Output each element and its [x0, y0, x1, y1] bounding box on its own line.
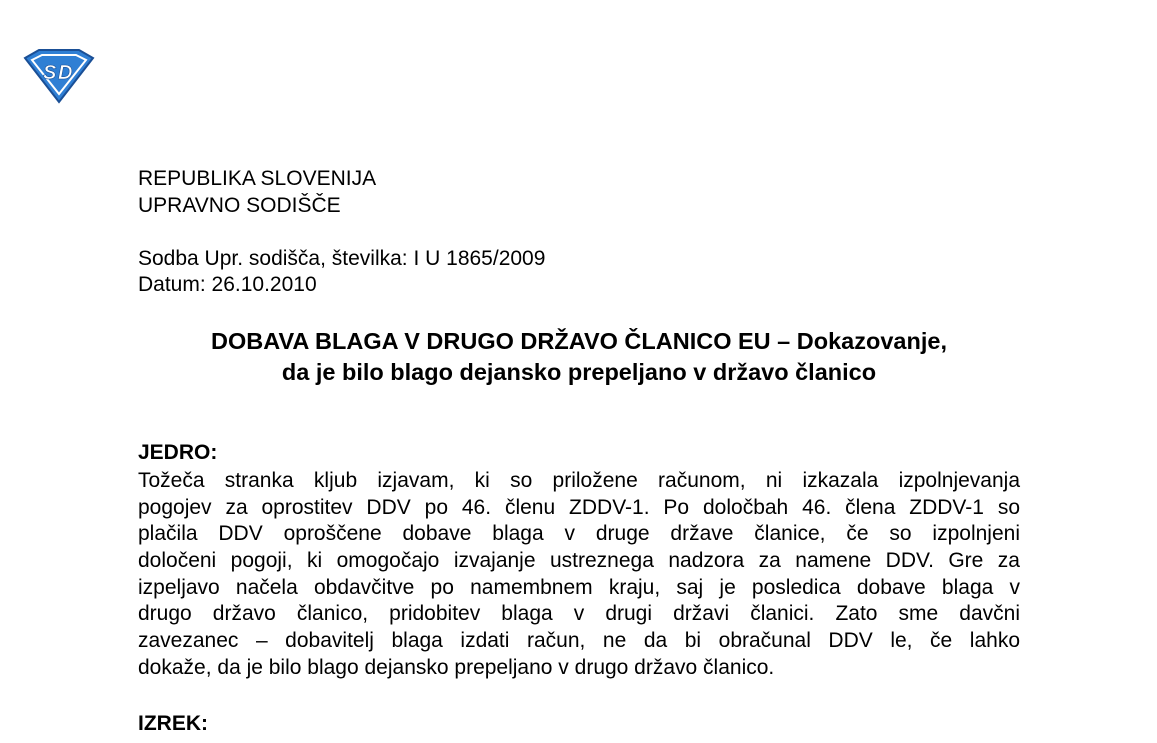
- svg-text:S: S: [43, 62, 57, 84]
- jedro-heading: JEDRO:: [138, 441, 218, 464]
- paragraph-line: določeni pogoji, ki omogočajo izvajanje ustreznega nadzora za namene DDV. Gre za: [138, 549, 1020, 573]
- decision-date: Datum: 26.10.2010: [138, 273, 317, 296]
- paragraph-line: drugo državo članico, pridobitev blaga v drugi državi članici. Zato sme davčni: [138, 602, 1020, 626]
- svg-text:D: D: [58, 62, 73, 84]
- jedro-paragraph: [138, 468, 1020, 682]
- paragraph-line: zavezanec – dobavitelj blaga izdati račun, ne da bi obračunal DDV le, če lahko: [138, 629, 1020, 653]
- paragraph-line: pogojev za oprostitev DDV po 46. členu ZDDV-1. Po določbah 46. člena ZDDV-1 so: [138, 495, 1020, 519]
- paragraph-line: Tožeča stranka kljub izjavam, ki so priložene računom, ni izkazala izpolnjevanja: [138, 469, 1020, 492]
- izrek-heading: IZREK:: [138, 712, 208, 735]
- document-title-line-2: da je bilo blago dejansko prepeljano v državo članico: [281, 359, 877, 385]
- case-reference: Sodba Upr. sodišča, številka: I U 1865/2009: [138, 247, 546, 270]
- court-logo-icon: [22, 48, 96, 104]
- document-title-line-1: DOBAVA BLAGA V DRUGO DRŽAVO ČLANICO EU – Dokazovanje,: [211, 328, 947, 354]
- court-name: UPRAVNO SODIŠČE: [138, 194, 341, 217]
- paragraph-line: plačila DDV oproščene dobave blaga v druge države članice, če so izpolnjeni: [138, 522, 1020, 546]
- country-name: REPUBLIKA SLOVENIJA: [138, 167, 377, 190]
- paragraph-line: dokaže, da je bilo blago dejansko prepeljano v drugo državo članico.: [138, 655, 775, 679]
- paragraph-line: izpeljavo načela obdavčitve po namembnem kraju, saj je posledica dobave blaga v: [138, 575, 1020, 599]
